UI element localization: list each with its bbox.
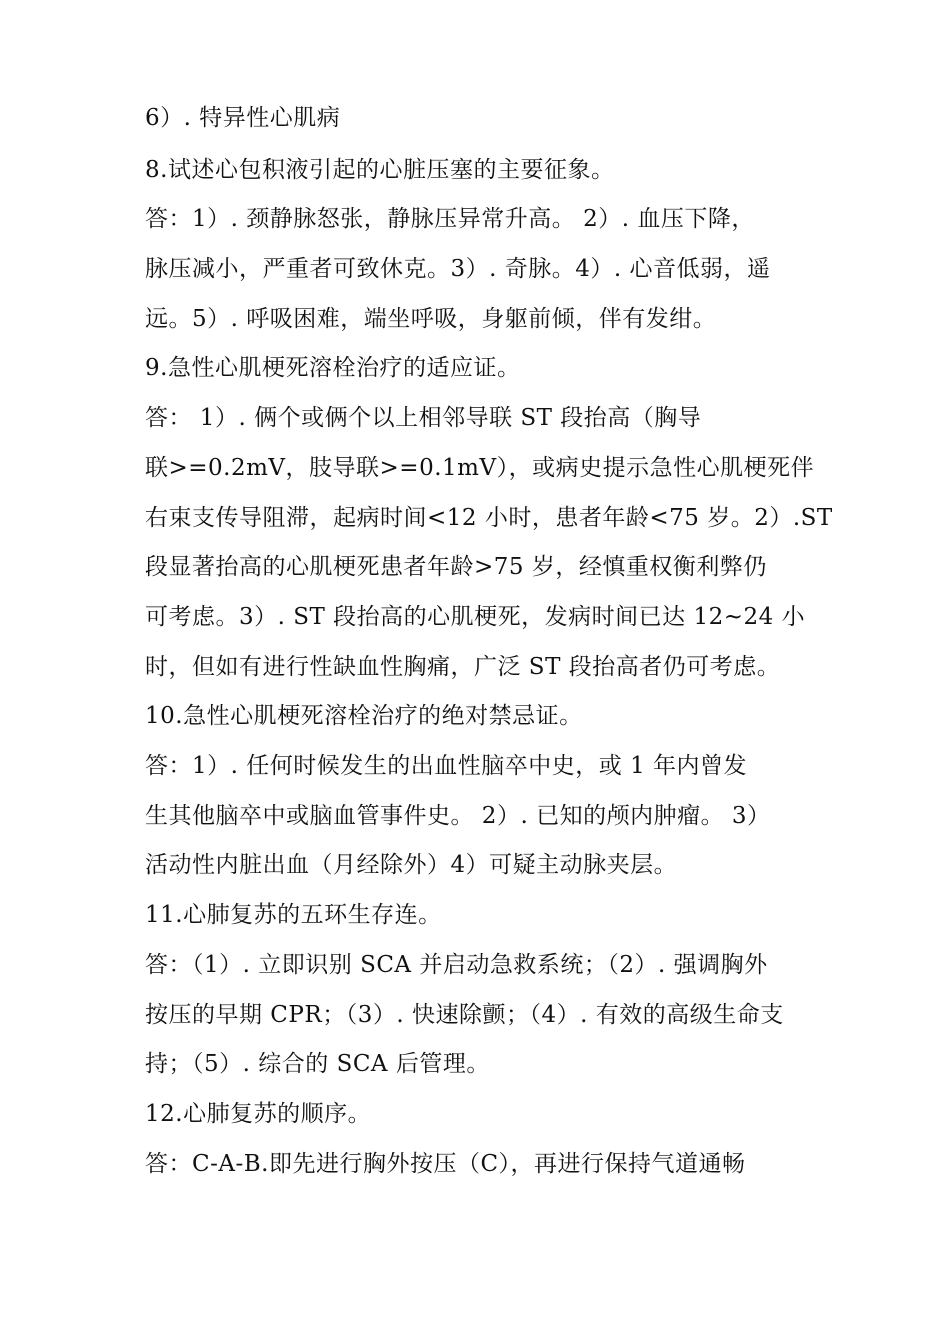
answer-line: 持；（5）. 综合的 SCA 后管理。	[145, 1051, 490, 1077]
answer-line: 时，但如有进行性缺血性胸痛，广泛 ST 段抬高者仍可考虑。	[145, 654, 781, 680]
answer-line: 答：1）. 颈静脉怒张，静脉压异常升高。 2）. 血压下降，	[145, 206, 755, 232]
answer-line: 答：1）. 任何时候发生的出血性脑卒中史，或 1 年内曾发	[145, 753, 748, 779]
answer-line: 答：（1）. 立即识别 SCA 并启动急救系统；（2）. 强调胸外	[145, 952, 768, 978]
answer-line: 右束支传导阻滞，起病时间<12 小时，患者年龄<75 岁。2）.ST	[145, 505, 833, 531]
question-heading: 9.急性心肌梗死溶栓治疗的适应证。	[145, 355, 521, 381]
question-heading: 10.急性心肌梗死溶栓治疗的绝对禁忌证。	[145, 703, 583, 729]
answer-line: 活动性内脏出血（月经除外）4）可疑主动脉夹层。	[145, 852, 678, 878]
answer-line: 脉压减小，严重者可致休克。3）. 奇脉。4）. 心音低弱，遥	[145, 256, 771, 282]
answer-line: 可考虑。3）. ST 段抬高的心肌梗死，发病时间已达 12~24 小	[145, 604, 806, 630]
question-heading: 8.试述心包积液引起的心脏压塞的主要征象。	[145, 157, 615, 183]
answer-line: 答：C-A-B.即先进行胸外按压（C），再进行保持气道通畅	[145, 1151, 746, 1177]
answer-line: 段显著抬高的心肌梗死患者年龄>75 岁，经慎重权衡利弊仍	[145, 554, 767, 580]
answer-line: 远。5）. 呼吸困难，端坐呼吸，身躯前倾，伴有发绀。	[145, 306, 717, 332]
text-line: 6）. 特异性心肌病	[145, 105, 341, 131]
answer-line: 联>=0.2mV，肢导联>=0.1mV），或病史提示急性心肌梗死伴	[145, 455, 815, 481]
answer-line: 生其他脑卒中或脑血管事件史。 2）. 已知的颅内肿瘤。 3）	[145, 803, 771, 829]
question-heading: 11.心肺复苏的五环生存连。	[145, 902, 442, 928]
answer-line: 按压的早期 CPR；（3）. 快速除颤；（4）. 有效的高级生命支	[145, 1002, 784, 1028]
answer-line: 答： 1）. 俩个或俩个以上相邻导联 ST 段抬高（胸导	[145, 405, 702, 431]
question-heading: 12.心肺复苏的顺序。	[145, 1101, 372, 1127]
